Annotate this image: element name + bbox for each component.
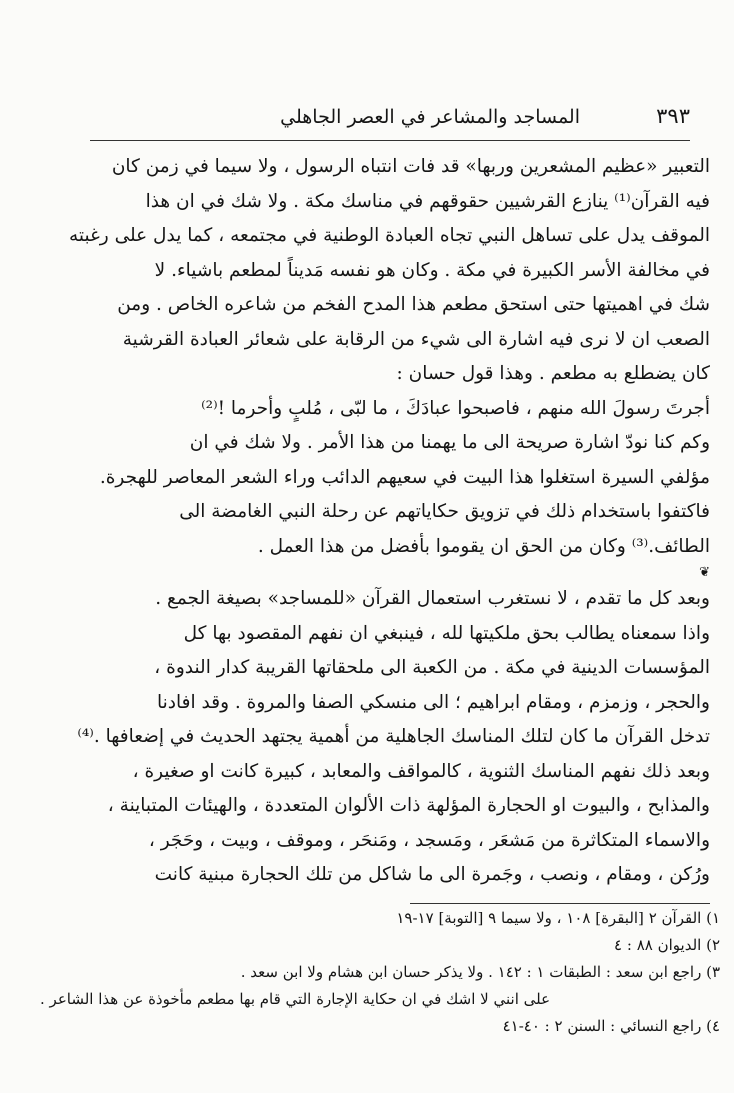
footnote: ٢) الديوان ٨٨ : ٤ [614,936,720,954]
text-line: تدخل القرآن ما كان لتلك المناسك الجاهلية من أهمية يجتهد الحديث في إضعافها .⁽⁴⁾ [77,726,710,747]
text-line: وبعد ذلك نفهم المناسك الثنوية ، كالمواقف والمعابد ، كبيرة كانت او صغيرة ، [132,760,710,782]
text-line: واذا سمعناه يطالب بحق ملكيتها لله ، فينبغي ان نفهم المقصود بها كل [183,622,710,644]
page-number: ٣٩٣ [656,104,690,128]
body-text [55,150,710,893]
text-line: مؤلفي السيرة استغلوا هذا البيت في سعيهم الدائب وراء الشعر المعاصر للهجرة. [99,466,710,488]
running-header [90,96,690,136]
footnotes [40,905,720,1040]
text-line: شك في اهميتها حتى استحق مطعم هذا المدح الفخم من شاعره الخاص . ومن [117,294,710,315]
footnote: ٤) راجع النسائي : السنن ٢ : ٤٠-٤١ [502,1017,720,1035]
text-line: والمذابح ، والبيوت او الحجارة المؤلهة ذات الألوان المتعددة ، والهيئات المتباينة ، [107,795,710,816]
text-line: المؤسسات الدينية في مكة . من الكعبة الى ملحقاتها القريبة كدار الندوة ، [154,657,710,678]
text-line: الصعب ان لا نرى فيه اشارة الى شيء من الرقابة على شعائر العبادة القرشية [122,328,710,350]
text-line: التعبير «عظيم المشعرين وربها» قد فات انتباه الرسول ، ولا سيما في زمن كان [111,156,710,177]
footnote: ١) القرآن ٢ [البقرة] ١٠٨ ، ولا سيما ٩ [التوبة] ١٧-١٩ [396,909,720,927]
text-line: الموقف يدل على تساهل النبي تجاه العبادة الوطنية في مجتمعه ، كما يدل على رغبته [69,225,710,246]
footnote-continuation: على انني لا اشك في ان حكاية الإجارة التي قام بها مطعم مأخوذة عن هذا الشاعر . [40,990,551,1008]
verse-line: أجرتَ رسولَ الله منهم ، فاصبحوا عبادَكَ ، ما لبّى ، مُلبٍ وأحرما !⁽²⁾ [201,397,710,419]
text-line: ورُكن ، ومقام ، ونصب ، وجَمرة الى ما شاكل من تلك الحجارة مبنية كانت [154,864,710,885]
text-line: والاسماء المتكاثرة من مَشعَر ، ومَسجد ، ومَنحَر ، وموقف ، وبيت ، وحَجَر ، [148,829,710,851]
running-title: المساجد والمشاعر في العصر الجاهلي [280,106,580,128]
text-line: فيه القرآن⁽¹⁾ ينازع القرشيين حقوقهم في مناسك مكة . ولا شك في ان هذا [145,190,710,212]
section-ornament: ❦ [699,565,710,580]
text-line: الطائف.⁽³⁾ وكان من الحق ان يقوموا بأفضل من هذا العمل . [257,535,710,557]
text-line: فاكتفوا باستخدام ذلك في تزويق حكاياتهم عن رحلة النبي الغامضة الى [179,501,710,522]
text-line: في مخالفة الأسر الكبيرة في مكة . وكان هو نفسه مَديناً لمطعم باشياء. لا [154,259,710,281]
text-line: وكم كنا نودّ اشارة صريحة الى ما يهمنا من هذا الأمر . ولا شك في ان [189,432,710,453]
text-line: والحجر ، وزمزم ، ومقام ابراهيم ؛ الى منسكي الصفا والمروة . وقد افادنا [157,691,710,713]
text-line: وبعد كل ما تقدم ، لا نستغرب استعمال القرآن «للمساجد» بصيغة الجمع . [155,588,710,609]
header-rule [90,140,690,141]
text-line: كان يضطلع به مطعم . وهذا قول حسان : [396,363,710,384]
footnote: ٣) راجع ابن سعد : الطبقات ١ : ١٤٢ . ولا يذكر حسان ابن هشام ولا ابن سعد . [240,963,720,981]
footnote-rule [410,903,710,904]
